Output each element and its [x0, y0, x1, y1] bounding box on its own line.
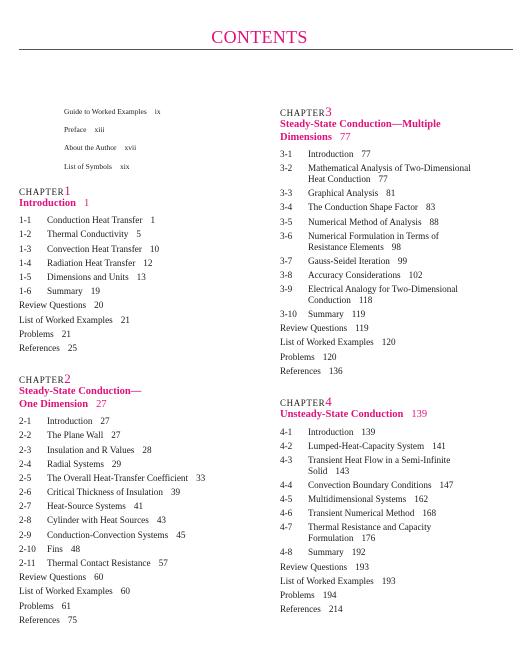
section-page: 81: [386, 188, 396, 199]
chapter-title[interactable]: [19, 386, 259, 411]
section-page: 28: [142, 444, 152, 455]
section-page: 10: [149, 243, 160, 254]
extra-title: References: [280, 365, 321, 376]
extra-page: 193: [355, 561, 369, 572]
front-matter-item[interactable]: [64, 124, 259, 142]
section-title: Critical Thickness of Insulation: [47, 487, 163, 498]
chapter-word: CHAPTER: [19, 186, 65, 197]
section-title: Cylinder with Heat Sources: [47, 515, 149, 526]
section-page: 88: [429, 216, 439, 227]
section-page: 29: [111, 458, 122, 469]
toc-entry[interactable]: [19, 459, 259, 470]
toc-entry[interactable]: [280, 284, 512, 306]
front-matter-item[interactable]: [64, 161, 259, 179]
section-title: Convection Heat Transfer: [47, 243, 142, 254]
section-number: 4-3: [280, 454, 293, 465]
extra-page: 21: [120, 314, 130, 325]
section-title: Fins: [47, 543, 63, 554]
toc-entry[interactable]: [280, 163, 512, 185]
toc-extra-entry[interactable]: [19, 586, 259, 597]
section-number: 3-2: [280, 163, 293, 174]
section-title: Heat Conduction: [308, 173, 371, 184]
section-page: 33: [196, 472, 206, 483]
front-matter-page: ix: [154, 107, 161, 116]
toc-entry[interactable]: [280, 270, 512, 281]
chapter-word: CHAPTER: [19, 375, 65, 386]
section-number: 2-1: [19, 416, 32, 427]
chapter-page: 1: [84, 197, 90, 209]
section-page: 13: [136, 272, 146, 282]
section-title: The Plane Wall: [47, 430, 104, 441]
toc-extra-entry[interactable]: [280, 576, 512, 587]
section-title: Summary: [308, 547, 344, 558]
section-page: 45: [176, 529, 186, 540]
section-page: 27: [100, 416, 110, 427]
toc-entry[interactable]: [19, 445, 259, 456]
section-page: 39: [170, 487, 181, 498]
section-number: 1-3: [19, 243, 32, 254]
section-page: 1: [150, 215, 156, 226]
toc-extra-entry[interactable]: [19, 343, 259, 354]
section-page: 192: [351, 547, 366, 558]
page-title: CONTENTS: [211, 27, 308, 47]
chapter-number: 3: [325, 104, 332, 119]
section-page: 19: [90, 286, 100, 297]
chapter-page: 77: [339, 131, 351, 143]
toc-extra-entry[interactable]: [19, 601, 259, 612]
section-number: 4-4: [280, 479, 293, 490]
section-title: Transient Heat Flow in a Semi-Infinite: [308, 454, 451, 465]
toc-entry[interactable]: [19, 473, 259, 484]
chapter-title[interactable]: [19, 198, 259, 211]
section-number: 3-3: [280, 188, 293, 199]
section-number: 2-3: [19, 444, 32, 455]
section-title: Graphical Analysis: [308, 188, 379, 199]
chapter-number: 4: [325, 394, 332, 410]
section-title: Solid: [308, 465, 328, 476]
chapter-title[interactable]: [280, 409, 512, 422]
section-title: Insulation and R Values: [47, 444, 135, 455]
section-page: 43: [156, 515, 166, 526]
section-number: 3-5: [280, 216, 293, 227]
extra-title: List of Worked Examples: [280, 575, 374, 586]
section-title: The Conduction Shape Factor: [308, 202, 418, 213]
section-number: 3-8: [280, 269, 293, 280]
extra-page: 120: [381, 337, 396, 348]
extra-page: 60: [94, 572, 104, 583]
toc-extra-entry[interactable]: [280, 562, 512, 573]
section-title: Thermal Resistance and Capacity: [308, 522, 432, 533]
extra-page: 75: [67, 614, 77, 625]
section-number: 3-6: [280, 230, 293, 241]
section-number: 2-2: [19, 430, 32, 441]
toc-extra-entry[interactable]: [280, 366, 512, 377]
chapter-label: [19, 373, 259, 386]
section-number: 3-4: [280, 202, 293, 213]
chapter-title-text: Dimensions: [280, 131, 332, 143]
section-number: 2-5: [19, 472, 32, 483]
toc-entry[interactable]: [19, 286, 259, 297]
toc-entry[interactable]: [19, 430, 259, 441]
section-title: Radiation Heat Transfer: [47, 257, 136, 268]
section-title: Introduction: [47, 416, 93, 427]
section-number: 2-11: [19, 558, 36, 568]
extra-title: List of Worked Examples: [19, 314, 113, 325]
toc-entry[interactable]: [280, 522, 512, 544]
extra-page: 194: [322, 589, 337, 600]
extra-page: 60: [120, 586, 130, 597]
section-title: Multidimensional Systems: [308, 494, 407, 505]
section-page: 12: [143, 257, 153, 268]
toc-extra-entry[interactable]: [280, 604, 512, 615]
extra-page: 21: [61, 328, 71, 339]
extra-title: References: [280, 604, 321, 615]
extra-page: 119: [355, 323, 369, 334]
extra-page: 61: [61, 600, 71, 611]
front-matter-label: Preface: [64, 125, 87, 135]
section-page: 141: [432, 440, 446, 451]
toc-entry[interactable]: [19, 416, 259, 427]
extra-page: 136: [328, 365, 343, 376]
section-page: 41: [133, 501, 144, 512]
toc-extra-entry[interactable]: [19, 615, 259, 626]
toc-entry[interactable]: [19, 229, 259, 240]
section-page: 27: [111, 430, 121, 441]
section-title: Mathematical Analysis of Two-Dimensional: [308, 163, 471, 174]
front-matter-page: xvii: [124, 143, 137, 153]
chapter-number: 2: [64, 371, 71, 387]
section-page: 143: [335, 465, 350, 476]
section-title: Convection Boundary Conditions: [308, 479, 432, 490]
extra-page: 25: [67, 342, 77, 353]
toc-entry[interactable]: [280, 188, 512, 199]
toc-entry[interactable]: [280, 231, 512, 253]
right-column: [280, 106, 512, 618]
section-number: 2-9: [19, 529, 32, 540]
toc-entry[interactable]: [280, 441, 512, 452]
section-number: 2-4: [19, 458, 32, 469]
extra-page: 193: [381, 575, 396, 586]
extra-title: Problems: [280, 589, 315, 600]
section-number: 4-6: [280, 508, 293, 519]
toc-extra-entry[interactable]: [19, 315, 259, 326]
section-title: Accuracy Considerations: [308, 269, 401, 280]
section-number: 1-6: [19, 286, 32, 297]
section-page: 162: [414, 494, 429, 505]
section-title: Lumped-Heat-Capacity System: [308, 440, 425, 451]
section-number: 3-9: [280, 284, 293, 295]
section-title: Summary: [47, 286, 83, 297]
section-number: 1-5: [19, 272, 32, 282]
toc-entry[interactable]: [19, 215, 259, 226]
front-matter-label: List of Symbols: [64, 161, 112, 171]
section-title: Formulation: [308, 533, 354, 544]
toc-entry[interactable]: [19, 258, 259, 269]
chapter-label: [280, 396, 512, 409]
front-matter-list: [64, 106, 259, 179]
section-page: 119: [351, 309, 366, 320]
toc-entry[interactable]: [280, 256, 512, 267]
toc-extra-entry[interactable]: [280, 590, 512, 601]
toc-entry[interactable]: [280, 494, 512, 505]
section-title: Conduction Heat Transfer: [47, 215, 143, 226]
extra-title: References: [19, 614, 60, 625]
extra-title: Review Questions: [280, 323, 348, 334]
chapter-title-text: One Dimension: [19, 398, 89, 410]
section-number: 4-2: [280, 440, 293, 451]
chapter-title-text: Introduction: [19, 197, 76, 209]
extra-page: 214: [328, 604, 343, 615]
section-title: Radial Systems: [47, 458, 104, 469]
section-page: 147: [439, 479, 454, 490]
extra-title: List of Worked Examples: [280, 337, 374, 348]
toc-entry[interactable]: [280, 547, 512, 558]
section-title: Transient Numerical Method: [308, 508, 415, 519]
section-page: 176: [361, 533, 376, 544]
front-matter-label: Guide to Worked Examples: [64, 107, 147, 116]
toc-entry[interactable]: [280, 309, 512, 320]
extra-title: Problems: [19, 600, 54, 611]
section-title: Thermal Contact Resistance: [47, 558, 151, 568]
section-page: 118: [358, 294, 373, 305]
extra-title: Review Questions: [19, 572, 87, 583]
section-page: 83: [425, 202, 436, 213]
section-number: 1-4: [19, 257, 32, 268]
chapter-page: 139: [411, 409, 428, 421]
section-title: Introduction: [308, 426, 354, 437]
toc-entry[interactable]: [19, 501, 259, 512]
section-number: 3-7: [280, 255, 293, 266]
extra-title: Review Questions: [19, 300, 87, 311]
section-number: 2-7: [19, 501, 32, 512]
toc-extra-entry[interactable]: [280, 323, 512, 334]
chapter-title-text: Steady-State Conduction—Multiple: [280, 119, 441, 130]
toc-entry[interactable]: [19, 558, 259, 569]
front-matter-item[interactable]: [64, 106, 259, 124]
toc-extra-entry[interactable]: [280, 352, 512, 363]
section-title: Gauss-Seidel Iteration: [308, 255, 390, 266]
front-matter-page: xiii: [94, 125, 105, 135]
section-number: 2-6: [19, 487, 32, 498]
section-number: 4-1: [280, 426, 293, 437]
extra-title: Problems: [280, 351, 315, 362]
section-title: Introduction: [308, 149, 354, 159]
chapter-title-text: Unsteady-State Conduction: [280, 409, 404, 421]
toc-entry[interactable]: [19, 272, 259, 283]
extra-title: List of Worked Examples: [19, 586, 113, 597]
section-number: 2-10: [19, 543, 36, 554]
section-number: 4-5: [280, 494, 293, 505]
section-title: Summary: [308, 309, 344, 320]
chapter-title-text: Steady-State Conduction—: [19, 386, 142, 398]
chapter-word: CHAPTER: [280, 108, 326, 118]
toc-entry[interactable]: [19, 487, 259, 498]
chapter-label: [280, 106, 512, 119]
toc-entry[interactable]: [19, 530, 259, 541]
chapter-page: 27: [96, 398, 107, 410]
front-matter-label: About the Author: [64, 143, 117, 153]
toc-entry[interactable]: [280, 480, 512, 491]
section-title: Electrical Analogy for Two-Dimensional: [308, 284, 458, 295]
extra-title: Problems: [19, 328, 54, 339]
section-number: 2-8: [19, 515, 32, 526]
toc-entry[interactable]: [280, 508, 512, 519]
extra-page: 120: [322, 351, 337, 362]
section-number: 4-7: [280, 522, 293, 533]
section-page: 98: [391, 241, 401, 252]
toc-extra-entry[interactable]: [19, 572, 259, 583]
toc-extra-entry[interactable]: [280, 337, 512, 348]
section-number: 4-8: [280, 547, 293, 558]
toc-extra-entry[interactable]: [19, 300, 259, 311]
section-title: Dimensions and Units: [47, 272, 129, 282]
toc-entry[interactable]: [280, 455, 512, 477]
section-title: Numerical Method of Analysis: [308, 216, 422, 227]
section-title: The Overall Heat-Transfer Coefficient: [47, 472, 189, 483]
section-number: 1-1: [19, 215, 32, 226]
toc-entry[interactable]: [280, 217, 512, 228]
toc-entry[interactable]: [19, 515, 259, 526]
title-rule: [19, 49, 513, 50]
left-column: [19, 106, 259, 629]
section-page: 99: [397, 255, 408, 266]
section-title: Conduction: [308, 294, 351, 305]
section-page: 48: [70, 543, 81, 554]
extra-page: 20: [94, 300, 104, 311]
section-page: 168: [422, 508, 437, 519]
toc-entry[interactable]: [280, 202, 512, 213]
section-page: 77: [378, 173, 388, 184]
section-number: 3-1: [280, 149, 293, 159]
toc-entry[interactable]: [280, 149, 512, 160]
chapter-title[interactable]: [280, 119, 512, 144]
section-page: 57: [158, 558, 168, 568]
chapter-number: 1: [64, 182, 71, 198]
toc-entry[interactable]: [19, 244, 259, 255]
front-matter-item[interactable]: [64, 142, 259, 160]
toc-entry[interactable]: [19, 544, 259, 555]
section-title: Conduction-Convection Systems: [47, 529, 169, 540]
section-number: 3-10: [280, 309, 297, 320]
extra-title: References: [19, 342, 60, 353]
extra-title: Review Questions: [280, 561, 348, 572]
toc-extra-entry[interactable]: [19, 329, 259, 340]
section-title: Resistance Elements: [308, 241, 384, 252]
section-page: 102: [408, 269, 423, 280]
section-page: 77: [361, 149, 371, 159]
section-title: Numerical Formulation in Terms of: [308, 230, 439, 241]
chapter-label: [19, 182, 259, 198]
section-page: 5: [136, 229, 141, 240]
chapter-word: CHAPTER: [280, 398, 326, 409]
toc-entry[interactable]: [280, 427, 512, 438]
front-matter-page: xix: [119, 161, 130, 171]
section-page: 139: [361, 426, 376, 437]
section-title: Heat-Source Systems: [47, 501, 126, 512]
section-title: Thermal Conductivity: [47, 229, 129, 240]
section-number: 1-2: [19, 229, 32, 240]
